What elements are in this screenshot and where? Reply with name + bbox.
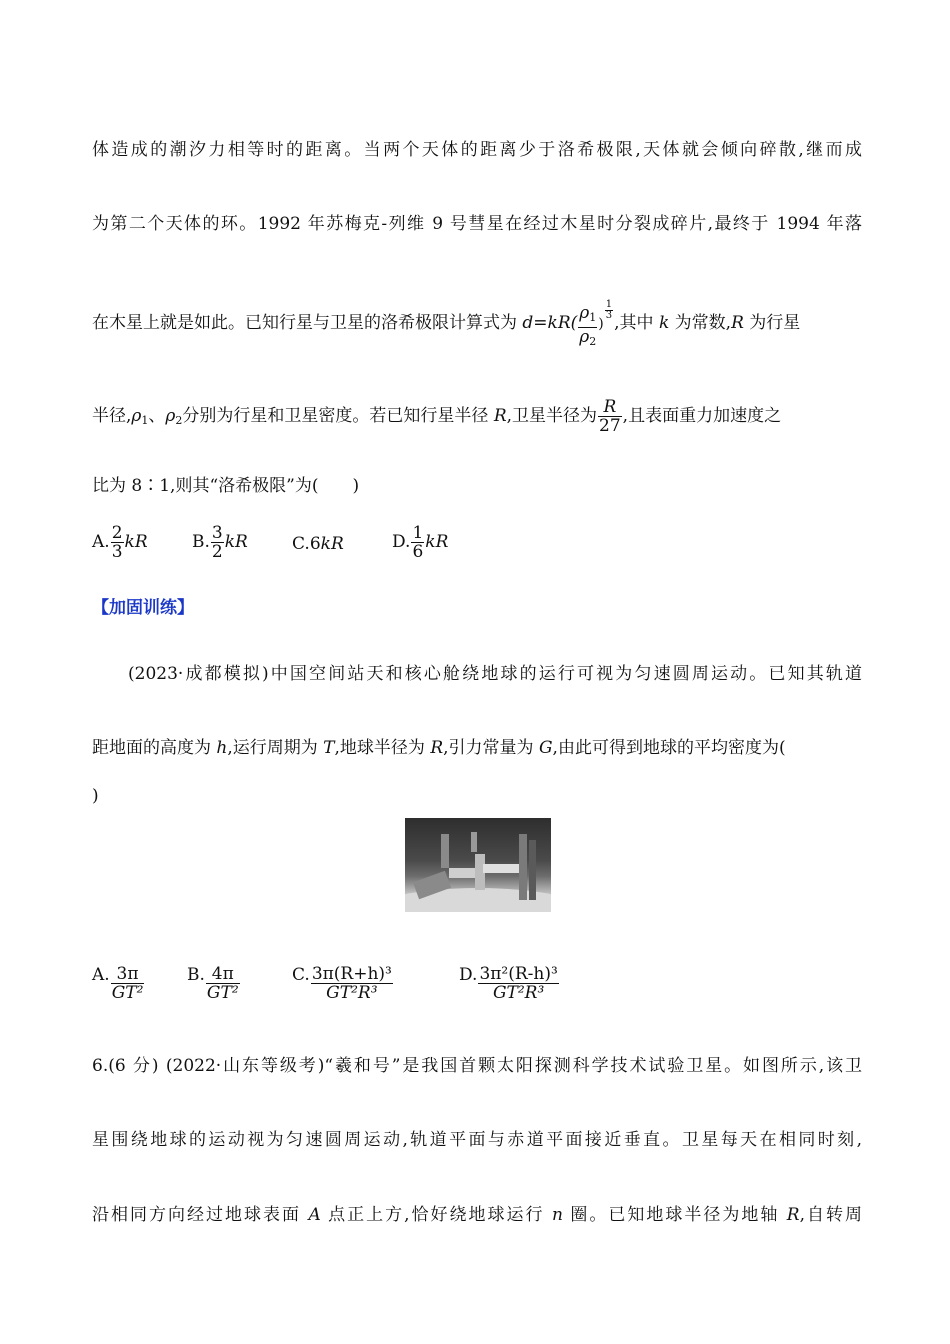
option-b: B. $\frac{4\pi}{\text{GT²}}$ [187,964,239,1003]
paragraph-line: 比为 8∶1,则其“洛希极限”为( ) [92,476,360,496]
paragraph-line: 星围绕地球的运动视为匀速圆周运动,轨道平面与赤道平面接近垂直。卫星每天在相同时刻, [92,1130,862,1150]
option-a: A. $\frac{3\pi}{\text{GT²}}$ [92,964,144,1003]
density-ratio: $\frac{\rho_1}{\rho_2}$ [578,304,597,351]
paragraph-line: (2023·成都模拟)中国空间站天和核心舱绕地球的运行可视为匀速圆周运动。已知其轨道 [128,664,862,684]
paragraph-line: 距地面的高度为 h,运行周期为 T,地球半径为 R,引力常量为 G,由此可得到地球的平均密度为( [92,738,786,758]
exponent: $\frac{1}{3}$ [605,299,613,321]
roche-formula: d=kR( [522,313,578,333]
text: 在木星上就是如此。已知行星与卫星的洛希极限计算式为 [92,313,523,333]
option-d: D. $\frac{1}{6}$ kR [392,523,449,562]
option-a: A. $\frac{2}{3}$ kR [92,523,148,562]
paragraph-line: 体造成的潮汐力相等时的距离。当两个天体的距离少于洛希极限,天体就会倾向碎散,继而成 [92,140,862,160]
option-d: D. $\frac{\text{3π²(R-h)³}}{\text{GT²R³}}$ [459,964,558,1003]
paragraph-line: 在木星上就是如此。已知行星与卫星的洛希极限计算式为 d=kR( $\frac{\rho_1}{\rho_2}$ ) $\frac{1}{3}$ ,其中 k 为常数,R 为行星 [92,300,862,351]
section-heading: 【加固训练】 [92,598,194,618]
option-c: C. $\frac{\text{3π(R+h)³}}{\text{GT²R³}}$ [292,964,392,1003]
option-b: B. $\frac{3}{2}$ kR [192,523,248,562]
paragraph-line: 6.(6 分) (2022·山东等级考)“羲和号”是我国首颗太阳探测科学技术试验卫星。如图所示,该卫 [92,1056,862,1076]
satellite-radius-fraction: $\frac{R}{27}$ [599,397,621,436]
paragraph-line: 半径$,\rho_1$、$\rho_2$分别为行星和卫星密度。若已知行星半径 R,卫星半径为 $\frac{R}{27}$ ,且表面重力加速度之 [92,397,782,436]
space-station-image [405,818,551,912]
paragraph-line: 为第二个天体的环。1992 年苏梅克-列维 9 号彗星在经过木星时分裂成碎片,最终于 1994 年落 [92,214,862,234]
paragraph-line: ) [92,786,99,806]
paragraph-line: 沿相同方向经过地球表面 A 点正上方,恰好绕地球运行 n 圈。已知地球半径为地轴 R,自转周 [92,1205,862,1225]
space-station-icon [405,818,551,912]
option-c: C.6kR [292,534,344,554]
